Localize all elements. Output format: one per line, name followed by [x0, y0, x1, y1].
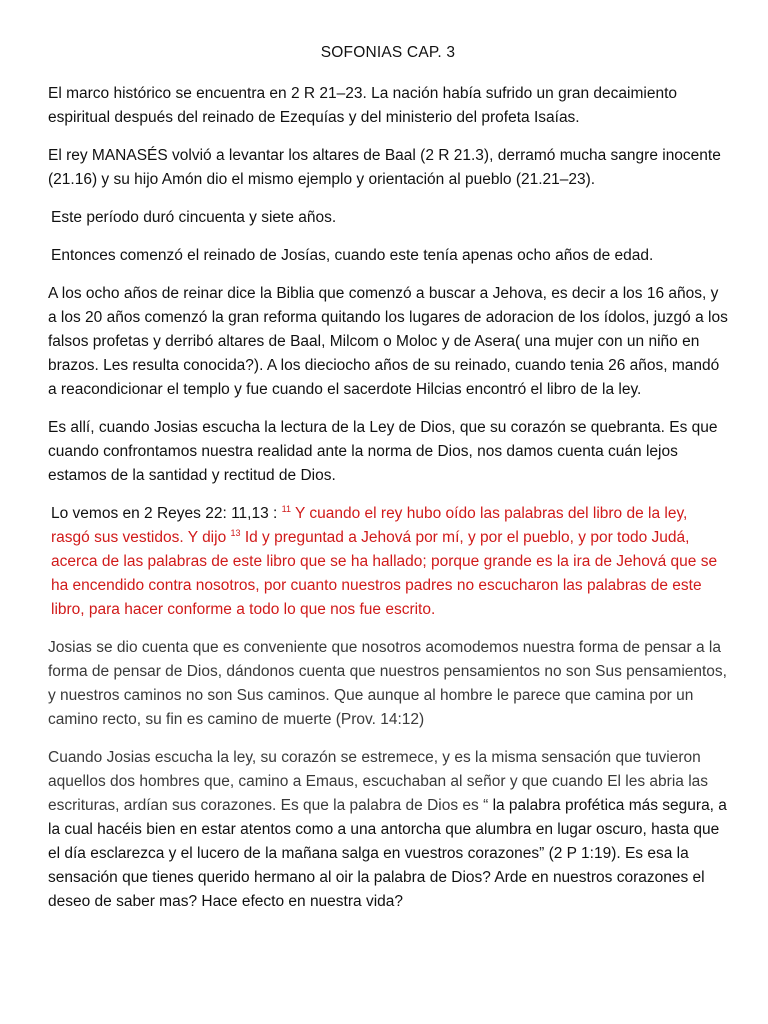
document-title: SOFONIAS CAP. 3	[320, 44, 456, 61]
paragraph-josias-reign: Entonces comenzó el reinado de Josías, cuando este tenía apenas ocho años de edad.	[51, 247, 654, 264]
paragraph-historical-context: El marco histórico se encuentra en 2 R 21–23. La nación había sufrido un gran decaimiento espiritual después del reinado de Ezequías y del ministerio del profeta Isaías.	[48, 85, 677, 126]
paragraph-king-manases: El rey MANASÉS volvió a levantar los altares de Baal (2 R 21.3), derramó mucha sangre inocente (21.16) y su hijo Amón dio el mismo ejemplo y orientación al pueblo (21.21–23).	[48, 147, 721, 188]
burning-hearts-text: Cuando Josias escucha la ley, su corazón se estremece, y es la misma sensación que tuvieron aquellos dos hombres que, camino a Emaus, escuchaban al señor y que cuando El les abria las escrituras, ardían sus corazones. Es que la palabra de Dios es “	[48, 749, 709, 814]
verse-number-13: 13	[230, 527, 241, 538]
burning-hearts-quote: la palabra profética más segura, a la cual hacéis bien en estar atentos como a una antorcha que alumbra en lugar oscuro, hasta que el día esclarezca y el lucero de la mañana salga en vuestros corazones” (2 P 1:19). Es esa la sensación que tienes querido hermano al oir la palabra de Dios? Arde en nuestros corazones el deseo de saber mas? Hace efecto en nuestra vida?	[48, 797, 727, 910]
paragraph-josias-reform: A los ocho años de reinar dice la Biblia que comenzó a buscar a Jehova, es decir a los 16 años, y a los 20 años comenzó la gran reforma quitando los lugares de adoracion de los ídolos, juzgó a los falsos profetas y derribó altares de Baal, Milcom o Moloc y de Asera( una mujer con un niño en brazos. Les resulta conocida?). A los dieciocho años de su reinado, cuando tenia 26 años, mandó a reacondicionar el templo y fue cuando el sacerdote Hilcias encontró el libro de la ley.	[48, 285, 728, 398]
paragraph-period-duration: Este período duró cincuenta y siete años.	[51, 209, 337, 226]
paragraph-scripture-quote	[48, 502, 728, 622]
paragraph-thinking-like-god: Josias se dio cuenta que es conveniente que nosotros acomodemos nuestra forma de pensar a la forma de pensar de Dios, dándonos cuenta que nuestros pensamientos no son Sus pensamientos, y nuestros caminos no son Sus caminos. Que aunque al hombre le parece que camina por un camino recto, su fin es camino de muerte (Prov. 14:12)	[48, 639, 727, 728]
paragraph-law-reading: Es allí, cuando Josias escucha la lectura de la Ley de Dios, que su corazón se quebranta. Es que cuando confrontamos nuestra realidad ante la norma de Dios, nos damos cuenta cuán lejos estamos de la santidad y rectitud de Dios.	[48, 419, 718, 484]
paragraph-burning-hearts	[48, 746, 728, 914]
scripture-intro: Lo vemos en 2 Reyes 22: 11,13 :	[51, 505, 282, 522]
verse-11-text: Y cuando el rey hubo oído las palabras del libro de la ley, rasgó sus vestidos. Y dijo	[51, 505, 688, 546]
verse-number-11: 11	[281, 503, 291, 514]
verse-13-text: Id y preguntad a Jehová por mí, y por el pueblo, y por todo Judá, acerca de las palabras de este libro que se ha hallado; porque grande es la ira de Jehová que se ha encendido contra nosotros, por cuanto nuestros padres no escucharon las palabras de este libro, para hacer conforme a todo lo que nos fue escrito.	[51, 529, 718, 618]
